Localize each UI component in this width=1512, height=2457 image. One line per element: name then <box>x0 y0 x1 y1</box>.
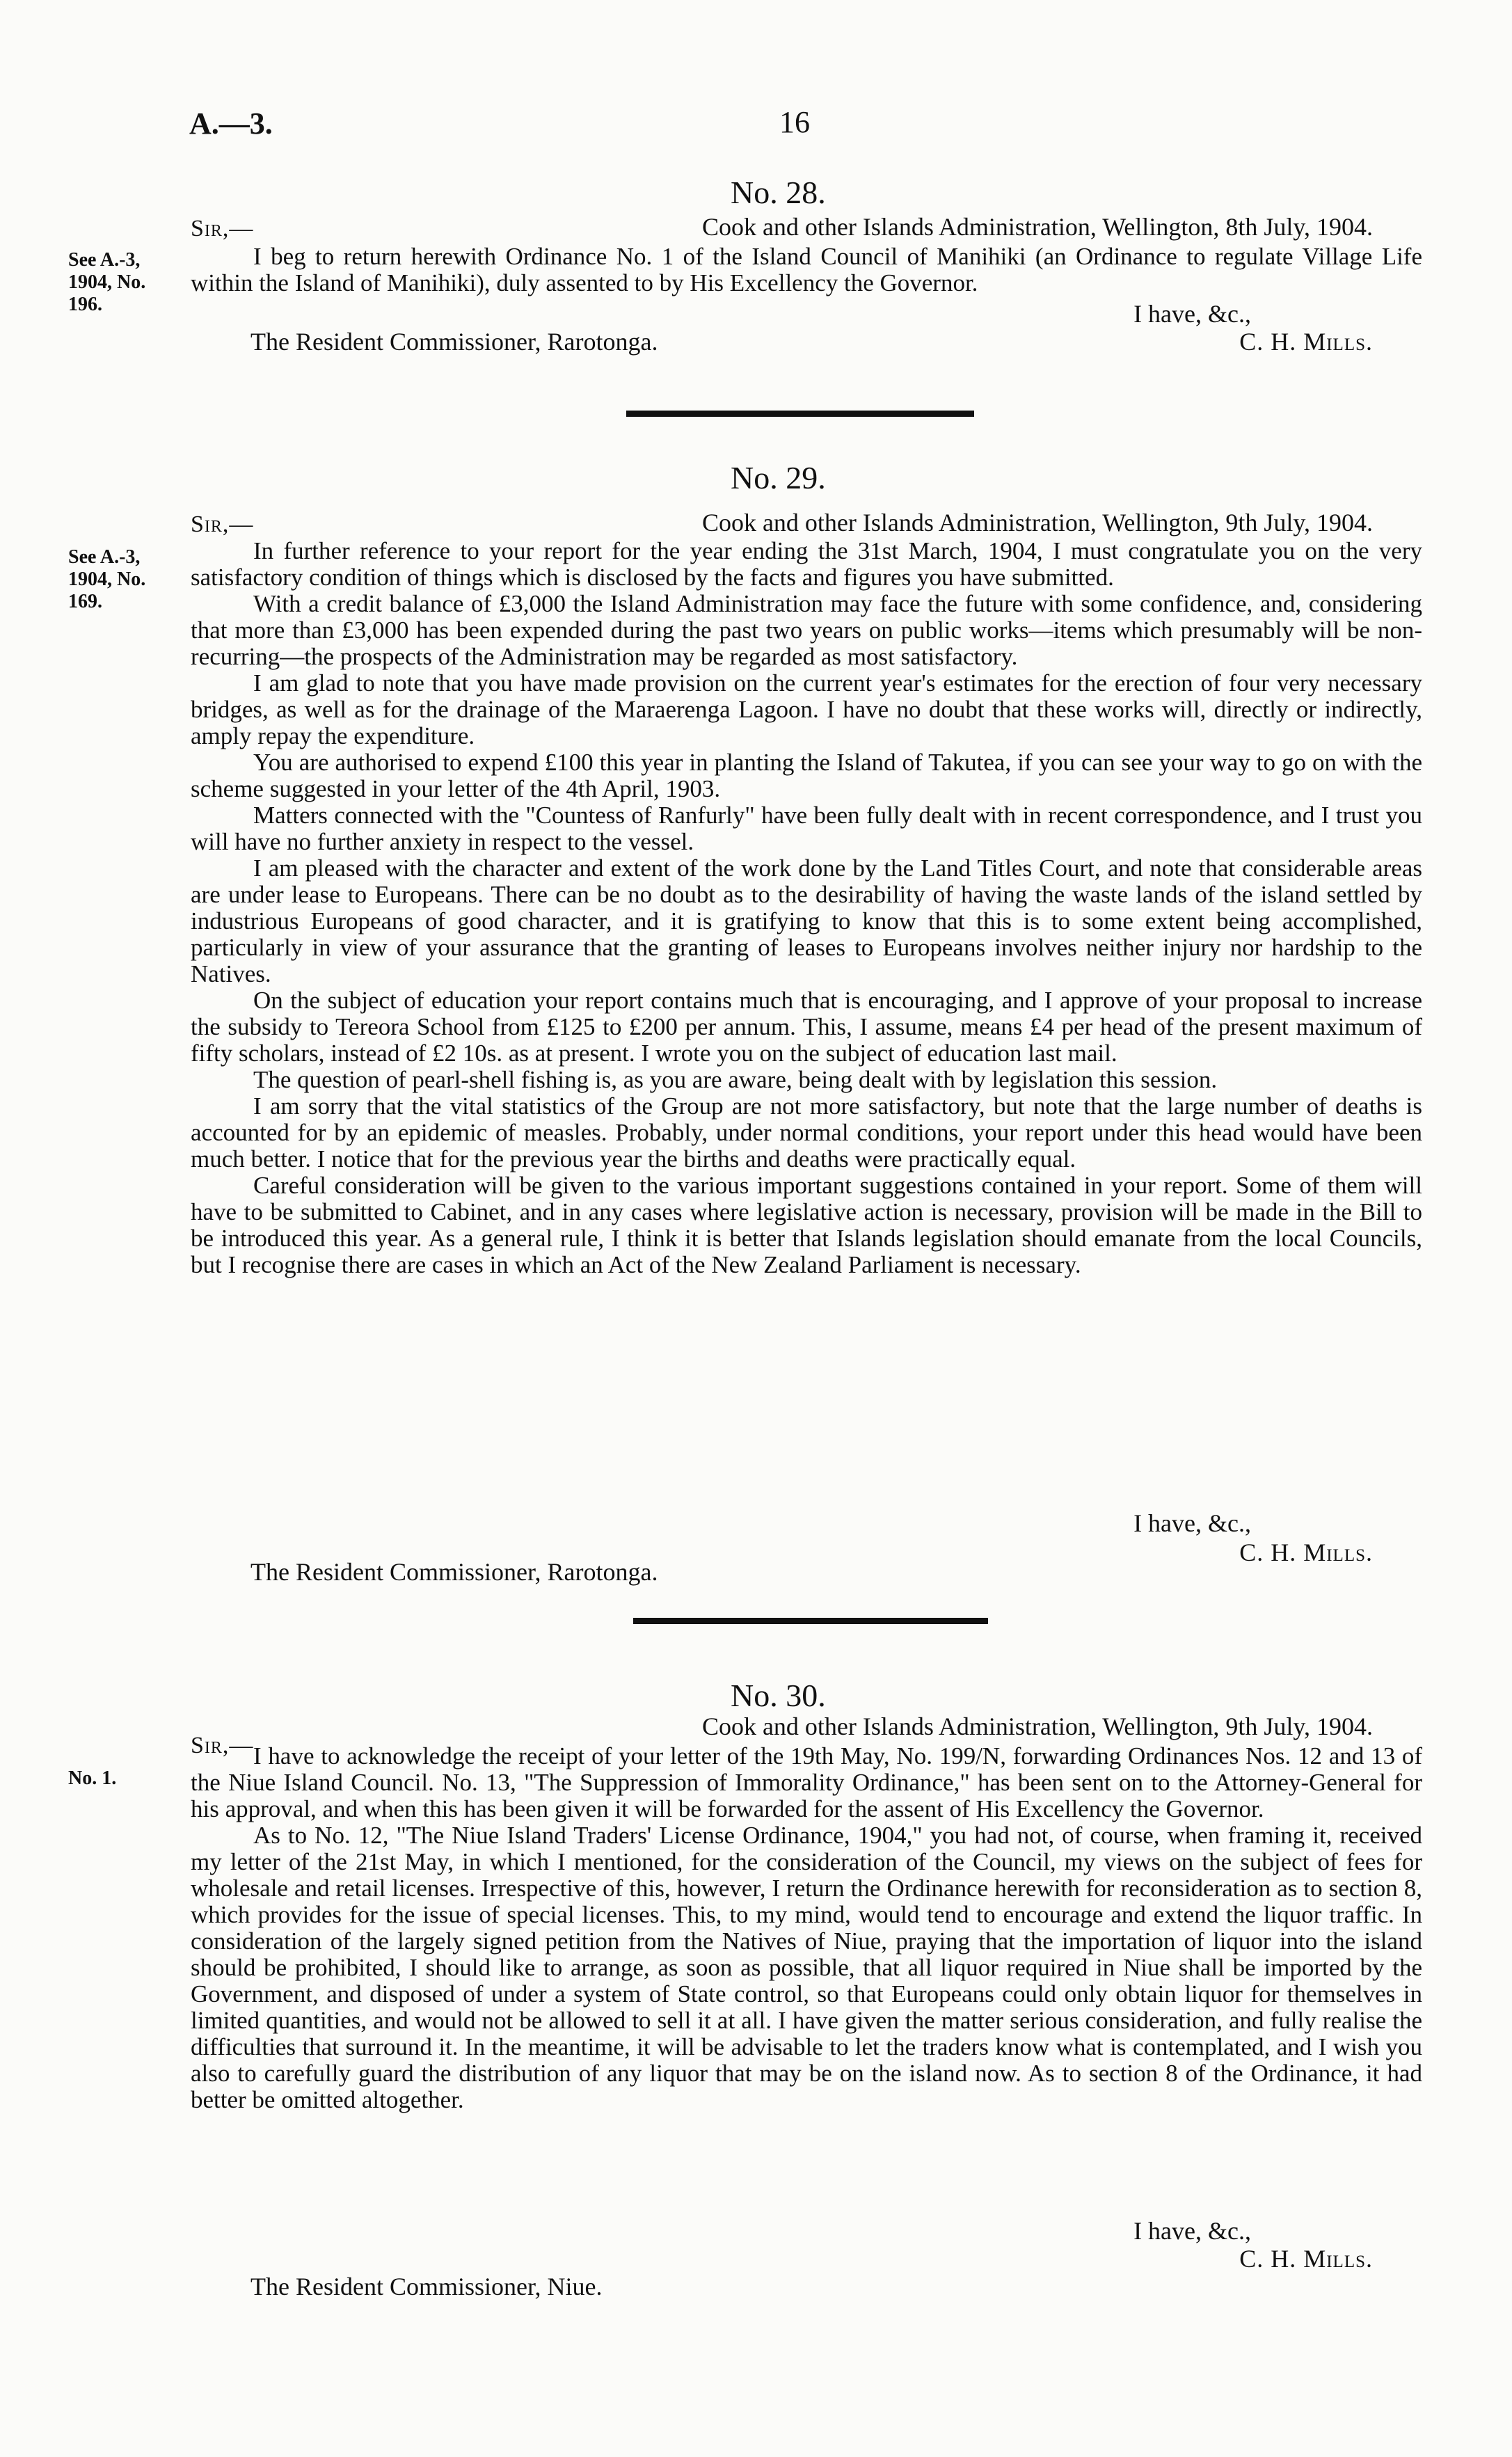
addressee: The Resident Commissioner, Niue. <box>250 2273 603 2300</box>
paragraph: I beg to return herewith Ordinance No. 1 of the Island Council of Manihiki (an Ordinance to regulate Village Life within the Island of Manihiki), duly assented to by His Excellency the Governor. <box>191 243 1422 296</box>
page-number: 16 <box>779 105 810 139</box>
salutation: Sir,— <box>191 216 254 241</box>
paragraph: As to No. 12, "The Niue Island Traders' License Ordinance, 1904," you had not, of course, when framing it, received my letter of the 21st May, in which I mentioned, for the consideration of the Council, my views on the subject of fees for wholesale and retail licenses. Irrespective of this, however, I return the Ordinance herewith for reconsideration as to section 8, which provides for the issue of special licenses. This, to my mind, would tend to encourage and extend the liquor traffic. In consideration of the largely signed petition from the Natives of Niue, praying that the importation of liquor into the island should be prohibited, I should like to arrange, as soon as possible, that all liquor required in Niue shall be imported by the Government, and disposed of under a system of State control, so that Europeans could only obtain liquor for themselves in limited quantities, and would not be allowed to sell it at all. I have given the matter serious consideration, and fully realise the difficulties that surround it. In the meantime, it will be advisable to let the traders know what is contemplated, and I wish you also to carefully guard the distribution of any liquor that may be on the island now. As to section 8 of the Ordinance, it had better be omitted altogether. <box>191 1822 1422 2113</box>
section-divider <box>633 1618 988 1624</box>
paragraph: In further reference to your report for the year ending the 31st March, 1904, I must congratulate you on the very satisfactory condition of things which is disclosed by the facts and figures you have submitted. <box>191 537 1422 591</box>
closing: I have, &c., <box>1133 2217 1251 2245</box>
paragraph: With a credit balance of £3,000 the Island Administration may face the future with some confidence, and, considering that more than £3,000 has been expended during the past two years on public works—items which presumably will be non-recurring—the prospects of the Administration may be regarded as most satisfactory. <box>191 590 1422 670</box>
signature: C. H. Mills. <box>1239 1538 1373 1566</box>
margin-note: See A.-3, 1904, No. 196. <box>68 249 146 315</box>
signature: C. H. Mills. <box>1239 2245 1373 2273</box>
letter-body <box>191 244 1422 296</box>
dateline: Cook and other Islands Administration, Wellington, 9th July, 1904. <box>701 1712 1373 1740</box>
page-reference: A.—3. <box>189 106 273 141</box>
paragraph: I have to acknowledge the receipt of your letter of the 19th May, No. 199/N, forwarding Ordinances Nos. 12 and 13 of the Niue Island Council. No. 13, "The Suppression of Immorality Ordinance," has been sent on to the Attorney-General for his approval, and when this has been given it will be forwarded for the assent of His Excellency the Governor. <box>191 1742 1422 1822</box>
paragraph: I am sorry that the vital statistics of the Group are not more satisfactory, but note that the large number of deaths is accounted for by an epidemic of measles. Probably, under normal conditions, your report under this head would have been much better. I notice that for the previous year the births and deaths were practically equal. <box>191 1092 1422 1172</box>
dateline: Cook and other Islands Administration, Wellington, 9th July, 1904. <box>701 509 1373 536</box>
paragraph: On the subject of education your report contains much that is encouraging, and I approve of your proposal to increase the subsidy to Tereora School from £125 to £200 per annum. This, I assume, means £4 per head of the present maximum of fifty scholars, instead of £2 10s. as at present. I wrote you on the subject of education last mail. <box>191 987 1422 1067</box>
addressee: The Resident Commissioner, Rarotonga. <box>250 328 658 356</box>
letter-body <box>191 538 1422 1278</box>
dateline: Cook and other Islands Administration, Wellington, 8th July, 1904. <box>701 213 1373 241</box>
closing: I have, &c., <box>1133 300 1251 328</box>
signature: C. H. Mills. <box>1239 328 1373 356</box>
letter-number: No. 29. <box>731 460 826 495</box>
salutation: Sir,— <box>191 1733 254 1758</box>
margin-note: No. 1. <box>68 1767 117 1789</box>
letter-body <box>191 1743 1422 2113</box>
section-divider <box>626 411 974 417</box>
letter-number: No. 28. <box>731 175 826 210</box>
paragraph: Careful consideration will be given to the various important suggestions contained in your report. Some of them will have to be submitted to Cabinet, and in any cases where legislative action is necessary, provision will be made in the Bill to be introduced this year. As a general rule, I think it is better that Islands legislation should emanate from the local Councils, but I recognise there are cases in which an Act of the New Zealand Parliament is necessary. <box>191 1172 1422 1278</box>
addressee: The Resident Commissioner, Rarotonga. <box>250 1558 658 1586</box>
margin-note: See A.-3, 1904, No. 169. <box>68 546 146 612</box>
closing: I have, &c., <box>1133 1509 1251 1537</box>
paragraph: The question of pearl-shell fishing is, as you are aware, being dealt with by legislation this session. <box>253 1066 1218 1093</box>
paragraph: Matters connected with the "Countess of Ranfurly" have been fully dealt with in recent correspondence, and I trust you will have no further anxiety in respect to the vessel. <box>191 802 1422 855</box>
letter-number: No. 30. <box>731 1678 826 1713</box>
salutation: Sir,— <box>191 511 254 537</box>
paragraph: I am glad to note that you have made provision on the current year's estimates for the erection of four very necessary bridges, as well as for the drainage of the Maraerenga Lagoon. I have no doubt that these works will, directly or indirectly, amply repay the expenditure. <box>191 669 1422 749</box>
paragraph: You are authorised to expend £100 this year in planting the Island of Takutea, if you can see your way to go on with the scheme suggested in your letter of the 4th April, 1903. <box>191 749 1422 802</box>
paragraph: I am pleased with the character and extent of the work done by the Land Titles Court, and note that considerable areas are under lease to Europeans. There can be no doubt as to the desirability of having the waste lands of the island settled by industrious Europeans of good character, and it is gratifying to know that this is to some extent being accomplished, particularly in view of your assurance that the granting of leases to Europeans involves neither injury nor hardship to the Natives. <box>191 854 1422 987</box>
